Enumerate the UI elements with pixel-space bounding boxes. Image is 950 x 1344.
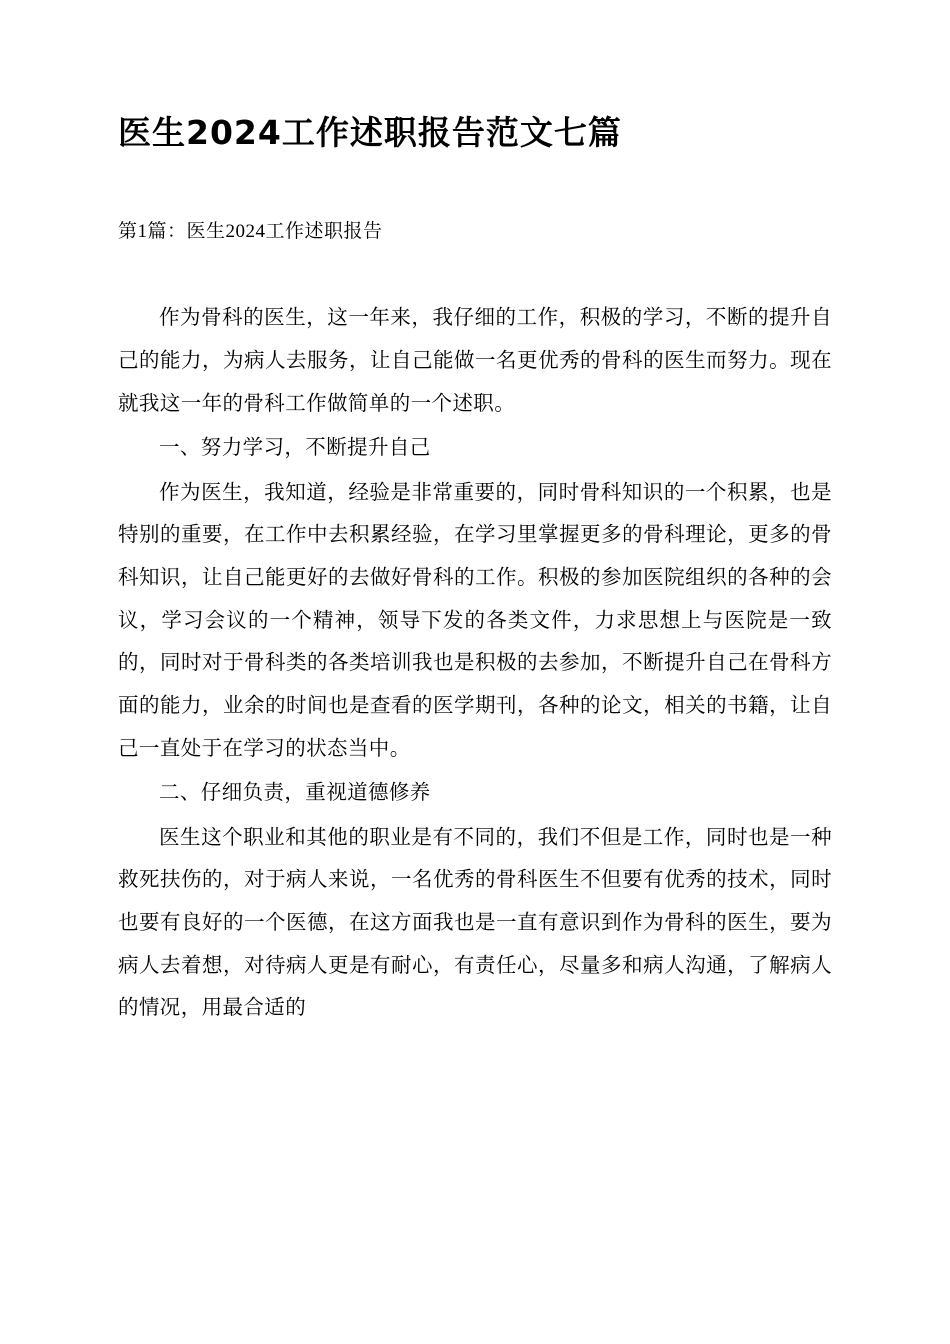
page-title: 医生2024工作述职报告范文七篇	[118, 113, 622, 152]
paragraph: 作为医生，我知道，经验是非常重要的，同时骨科知识的一个积累，也是特别的重要，在工作中去积累经验，在学习里掌握更多的骨科理论，更多的骨科知识，让自己能更好的去做好骨科的工作。积极的参加医院组织的各种的会议，学习会议的一个精神，领导下发的各类文件，力求思想上与医院是一致的，同时对于骨科类的各类培训我也是积极的去参加，不断提升自己在骨科方面的能力，业余的时间也是查看的医学期刊，各种的论文，相关的书籍，让自己一直处于在学习的状态当中。	[118, 481, 832, 760]
paragraph: 医生这个职业和其他的职业是有不同的，我们不但是工作，同时也是一种救死扶伤的，对于病人来说，一名优秀的骨科医生不但要有优秀的技术，同时也要有良好的一个医德，在这方面我也是一直有意识到作为骨科的医生，要为病人去着想，对待病人更是有耐心，有责任心，尽量多和病人沟通，了解病人的情况，用最合适的	[118, 826, 832, 1020]
section-label: 第1篇：医生2024工作述职报告	[118, 220, 383, 242]
paragraph: 作为骨科的医生，这一年来，我仔细的工作，积极的学习，不断的提升自己的能力，为病人去服务，让自己能做一名更优秀的骨科的医生而努力。现在就我这一年的骨科工作做简单的一个述职。	[118, 307, 832, 415]
paragraph-heading: 二、仔细负责，重视道德修养	[159, 782, 431, 805]
paragraph-heading: 一、努力学习，不断提升自己	[159, 437, 431, 460]
